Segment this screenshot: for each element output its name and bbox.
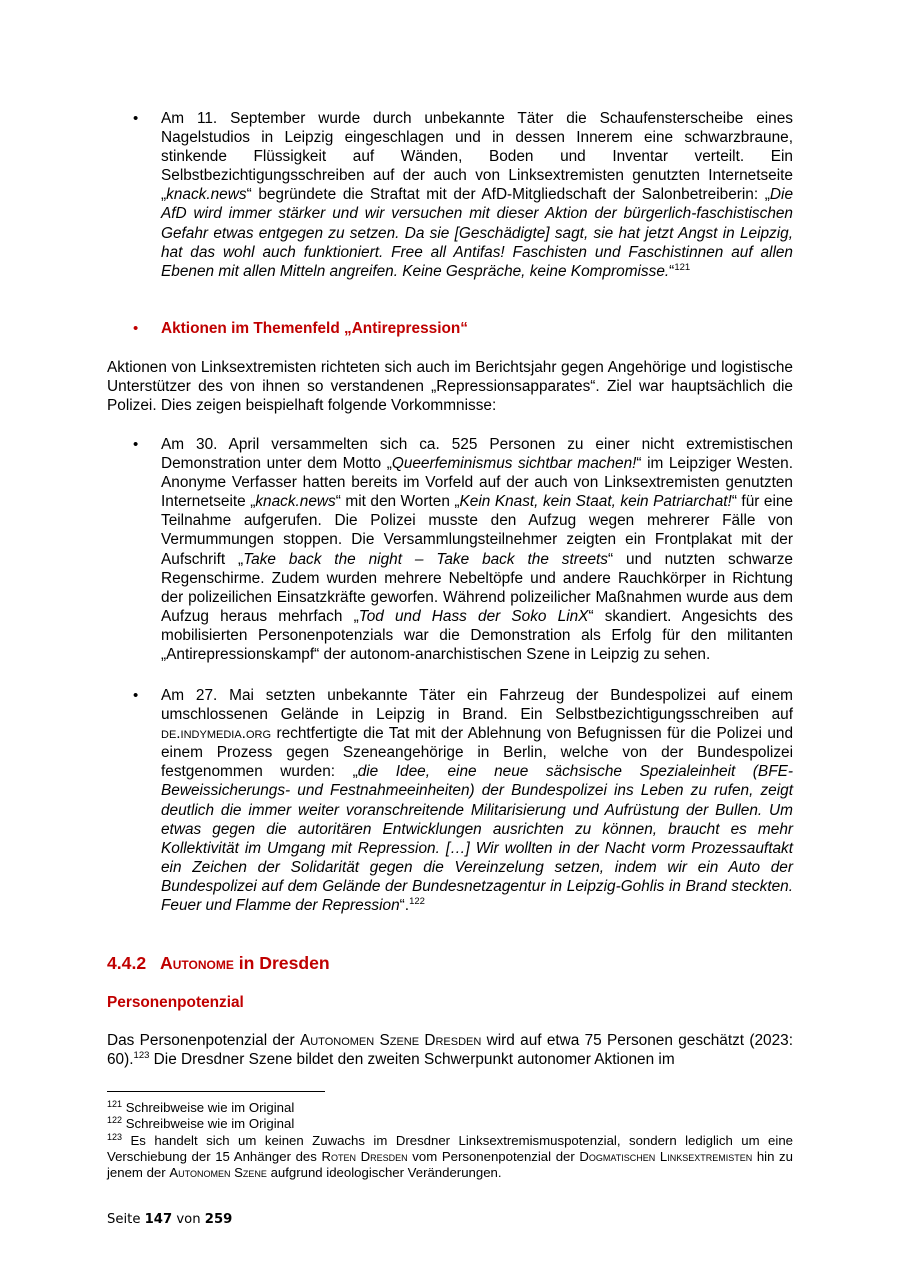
text-run: rechtfertigte die Tat mit der Ablehnung von Befugnissen für die Polizei und einem Prozess gegen Szeneangehörige in Berlin, welche von der Bundespolizei festgenommen wurden: „ bbox=[161, 725, 793, 781]
org-name: Autonomen Szene bbox=[169, 1165, 267, 1181]
text-run: “ im Leipziger Westen. Anonyme Verfasser hatten bereits im Vorfeld auf der auch von Linksextremisten genutzten Internetseite „ bbox=[161, 455, 794, 511]
heading-number: 4.4.2 bbox=[107, 953, 147, 973]
banner-text: Take back the night – Take back the streets bbox=[243, 550, 608, 568]
text-run: “. bbox=[399, 897, 410, 915]
total-pages: 259 bbox=[204, 1212, 233, 1227]
site-name: knack.news bbox=[255, 493, 336, 511]
text-run: Die Dresdner Szene bildet den zweiten Schwerpunkt autonomer Aktionen im bbox=[149, 1051, 675, 1069]
site-name: knack.news bbox=[166, 186, 247, 204]
footnote-ref: 123 bbox=[133, 1050, 150, 1062]
text-run: “ für eine Teilnahme aufgerufen. Die Polizei musste den Aufzug wegen mehrerer Fälle von Vermummungen stoppen. Die Versammlungsteilnehmer zeigten ein Frontplakat mit der Aufschrift „ bbox=[161, 493, 793, 568]
footnote-text: Schreibweise wie im Original bbox=[122, 1100, 295, 1115]
subheading: Personenpotenzial bbox=[107, 994, 244, 1011]
footer-text: von bbox=[172, 1212, 205, 1227]
text-run: Am 30. April versammelten sich ca. 525 Personen zu einer nicht extremistischen Demonstration unter dem Motto „ bbox=[161, 436, 793, 473]
footnote-text: Es handelt sich um keinen Zuwachs im Dresdner Linksextremismuspotenzial, sondern lediglich um eine Verschiebung der 15 Anhänger des bbox=[107, 1133, 793, 1165]
footnote-text: Schreibweise wie im Original bbox=[122, 1116, 295, 1131]
heading-text: in Dresden bbox=[233, 953, 330, 973]
footnote-text: aufgrund ideologischer Veränderungen. bbox=[266, 1165, 502, 1181]
text-run: wird auf etwa 75 Personen geschätzt (2023: 60). bbox=[107, 1032, 793, 1069]
footer-text: Seite bbox=[107, 1212, 145, 1227]
text-run: “ begründete die Straftat mit der AfD-Mitgliedschaft der Salonbetreiberin: „ bbox=[246, 186, 770, 204]
current-page: 147 bbox=[144, 1212, 173, 1227]
section-heading bbox=[107, 952, 330, 974]
quote: die Idee, eine neue sächsische Spezialeinheit (BFE- Beweissicherungs- und Festnahmeeinheiten) der Bundespolizei ins Leben zu rufen, zeigt deutlich die immer weiter voranschreitende Militarisierung und Aufrüstung der Bullen. Um etwas gegen die autoritären Entwicklungen ausrichten zu können, braucht es mehr Kollektivität im Umgang mit Repression. […] Wir wollten in der Nacht vorm Prozessauftakt ein Zeichen der Solidarität gegen die Vereinzelung setzen, indem wir ein Auto der Bundespolizei auf dem Gelände der Bundesnetzagentur in Leipzig-Gohlis in Brand steckten. Feuer und Flamme der Repression bbox=[161, 763, 793, 915]
text-run: “ und nutzten schwarze Regenschirme. Zudem wurden mehrere Nebeltöpfe und andere Rauchkörper in Richtung der polizeilichen Einsatzkräfte geworfen. Während polizeilicher Maßnahmen wurde aus dem Aufzug heraus mehrfach „ bbox=[161, 550, 793, 625]
org-name: Roten Dresden bbox=[321, 1149, 408, 1165]
list-item-demonstration bbox=[161, 435, 793, 664]
footnote-number: 121 bbox=[107, 1099, 123, 1109]
footnote-122 bbox=[107, 1116, 793, 1132]
footnote-number: 123 bbox=[107, 1132, 123, 1142]
footnote-text: hin zu jenem der bbox=[107, 1149, 793, 1181]
text-run: “ mit den Worten „ bbox=[335, 493, 460, 511]
org-name: Autonomen Szene Dresden bbox=[299, 1032, 482, 1049]
section-bullet: Aktionen im Themenfeld „Antirepression“ bbox=[161, 320, 469, 337]
footnote-121 bbox=[107, 1100, 793, 1116]
list-item-bundespolizei bbox=[161, 686, 793, 915]
intro-paragraph: Aktionen von Linksextremisten richteten sich auch im Berichtsjahr gegen Angehörige und logistische Unterstützer des von ihnen so verstandenen „Repressionsapparates“. Ziel war hauptsächlich die Polizei. Dies zeigen beispielhaft folgende Vorkommnisse: bbox=[107, 359, 793, 415]
heading-smallcaps: Autonome bbox=[160, 953, 234, 973]
page-number-footer bbox=[107, 1212, 232, 1227]
chant: Tod und Hass der Soko LinX bbox=[358, 607, 589, 625]
text-run: “ skandiert. Angesichts des mobilisierten Personenpotenzials war die Demonstration als Erfolg für den militanten „Antirepressionskampf“ der autonom-anarchistischen Szene in Leipzig zu sehen. bbox=[161, 607, 794, 664]
bullet-dot: • bbox=[133, 110, 139, 127]
bullet-dot: • bbox=[133, 436, 139, 453]
text-run: Am 27. Mai setzten unbekannte Täter ein Fahrzeug der Bundespolizei auf einem umschlossenen Gelände in Leipzig in Brand. Ein Selbstbezichtigungsschreiben auf bbox=[161, 687, 793, 724]
footnote-number: 122 bbox=[107, 1115, 123, 1125]
footnote-ref: 122 bbox=[409, 896, 425, 908]
site-name: de.indymedia.org bbox=[161, 725, 272, 743]
bullet-dot: • bbox=[133, 320, 139, 337]
body-paragraph bbox=[107, 1031, 793, 1069]
footnote-123 bbox=[107, 1133, 793, 1182]
footnote-ref: 121 bbox=[674, 261, 691, 273]
list-item-nagelstudio bbox=[161, 109, 793, 281]
text-run: Das Personenpotenzial der bbox=[107, 1032, 300, 1049]
slogan: Kein Knast, kein Staat, kein Patriarchat! bbox=[459, 493, 732, 511]
org-name: Dogmatischen Linksextremisten bbox=[579, 1149, 753, 1165]
text-run: Am 11. September wurde durch unbekannte Täter die Schaufensterscheibe eines Nagelstudios in Leipzig eingeschlagen und in dessen Innerem eine schwarzbraune, stinkende Flüssigkeit auf Wänden, Boden und Inventar verteilt. Ein Selbstbezichtigungsschreiben auf der auch von Linksextremisten genutzten Internetseite „ bbox=[161, 110, 793, 204]
footnote-divider bbox=[107, 1091, 325, 1092]
text-run: “ bbox=[669, 262, 675, 280]
quote: Die AfD wird immer stärker und wir versuchen mit dieser Aktion der bürgerlich-faschistischen Gefahr etwas entgegen zu setzen. Da sie [Geschädigte] sagt, sie hat jetzt Angst in Leipzig, hat das wohl auch funktioniert. Free all Antifas! Faschisten und Faschistinnen auf allen Ebenen mit allen Mitteln angreifen. Keine Gespräche, keine Kompromisse. bbox=[161, 186, 793, 280]
bullet-dot: • bbox=[133, 687, 139, 704]
footnote-text: vom Personenpotenzial der bbox=[407, 1149, 580, 1165]
motto: Queerfeminismus sichtbar machen! bbox=[391, 455, 637, 473]
